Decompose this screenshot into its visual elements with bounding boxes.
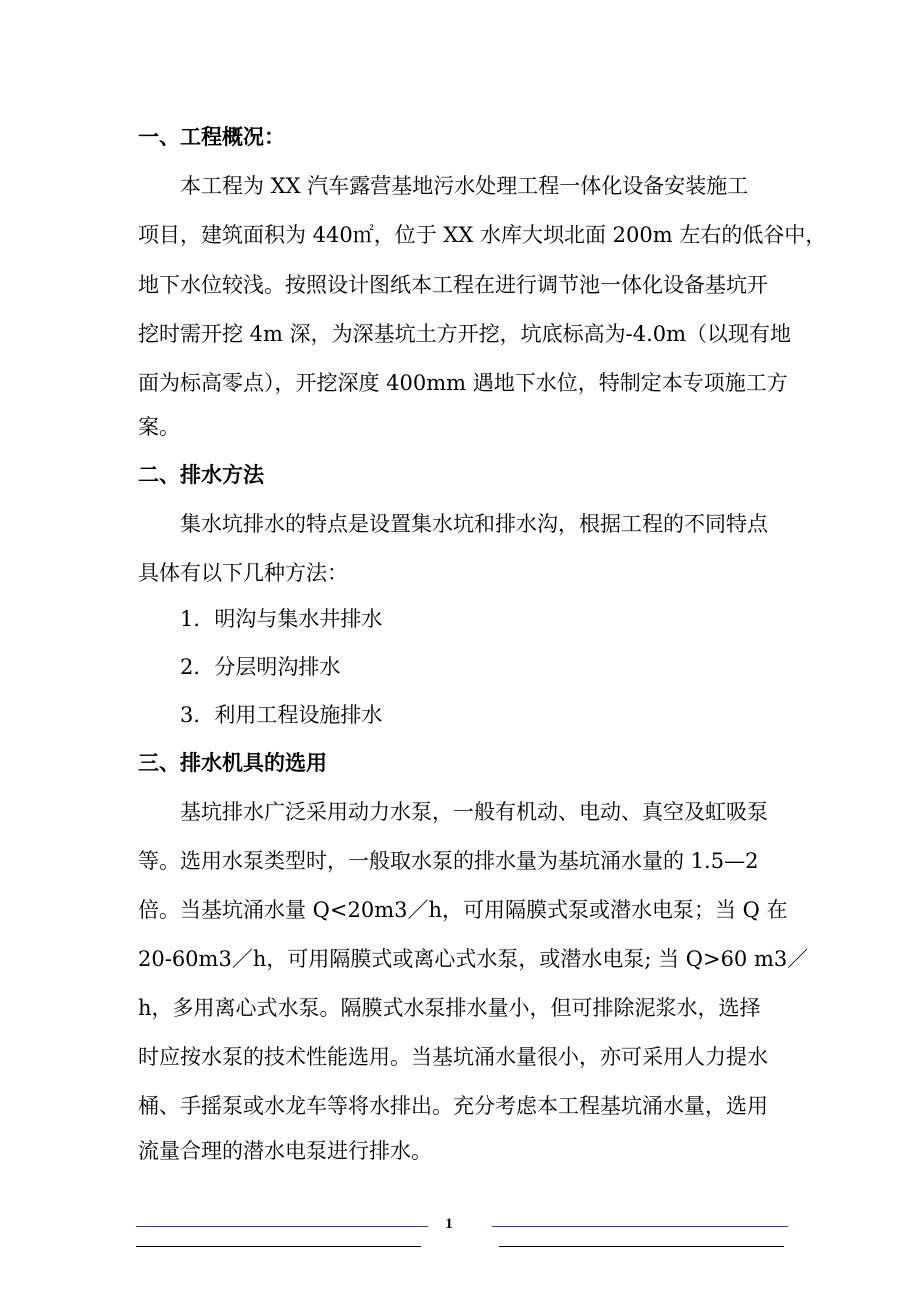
text-line: 地下水位较浅。按照设计图纸本工程在进行调节池一体化设备基坑开 bbox=[138, 273, 768, 297]
text-line: 基坑排水广泛采用动力水泵，一般有机动、电动、真空及虹吸泵 bbox=[180, 800, 768, 824]
text-line: 具体有以下几种方法： bbox=[138, 561, 348, 585]
text-line: 桶、手摇泵或水龙车等将水排出。充分考虑本工程基坑涌水量，选用 bbox=[138, 1094, 768, 1118]
text-line: 挖时需开挖 4m 深，为深基坑土方开挖，坑底标高为-4.0m（以现有地 bbox=[138, 322, 792, 346]
footer-rule-left-top bbox=[136, 1226, 428, 1227]
text-line: 面为标高零点），开挖深度 400mm 遇地下水位，特制定本专项施工方 bbox=[138, 371, 788, 395]
text-line: 本工程为 XX 汽车露营基地污水处理工程一体化设备安装施工 bbox=[180, 174, 749, 198]
text-line: 时应按水泵的技术性能选用。当基坑涌水量很小，亦可采用人力提水 bbox=[138, 1045, 768, 1069]
page-number: 1 bbox=[445, 1216, 453, 1232]
text-line: 倍。当基坑涌水量 Q<20m3／h，可用隔膜式泵或潜水电泵；当 Q 在 bbox=[138, 898, 788, 922]
section-heading-equipment: 三、排水机具的选用 bbox=[138, 751, 327, 775]
section-heading-overview: 一、工程概况： bbox=[138, 125, 285, 149]
footer-rule-right-top bbox=[492, 1226, 788, 1227]
footer-rule-right-bottom bbox=[499, 1246, 784, 1247]
text-line: 等。选用水泵类型时，一般取水泵的排水量为基坑涌水量的 1.5—2 bbox=[138, 849, 759, 873]
section-heading-drainage-methods: 二、排水方法 bbox=[138, 463, 264, 487]
text-line: 项目，建筑面积为 440㎡，位于 XX 水库大坝北面 200m 左右的低谷中， bbox=[138, 223, 827, 247]
list-item: 3．利用工程设施排水 bbox=[180, 703, 383, 727]
text-line: 集水坑排水的特点是设置集水坑和排水沟，根据工程的不同特点 bbox=[180, 512, 768, 536]
text-line: 案。 bbox=[138, 415, 180, 439]
text-line: h，多用离心式水泵。隔膜式水泵排水量小，但可排除泥浆水，选择 bbox=[138, 996, 761, 1020]
list-item: 1．明沟与集水井排水 bbox=[180, 607, 383, 631]
footer-rule-left-bottom bbox=[136, 1246, 421, 1247]
list-item: 2．分层明沟排水 bbox=[180, 655, 341, 679]
text-line: 流量合理的潜水电泵进行排水。 bbox=[138, 1139, 432, 1163]
text-line: 20-60m3／h，可用隔膜式或离心式水泵，或潜水电泵; 当 Q>60 m3／ bbox=[138, 947, 809, 971]
